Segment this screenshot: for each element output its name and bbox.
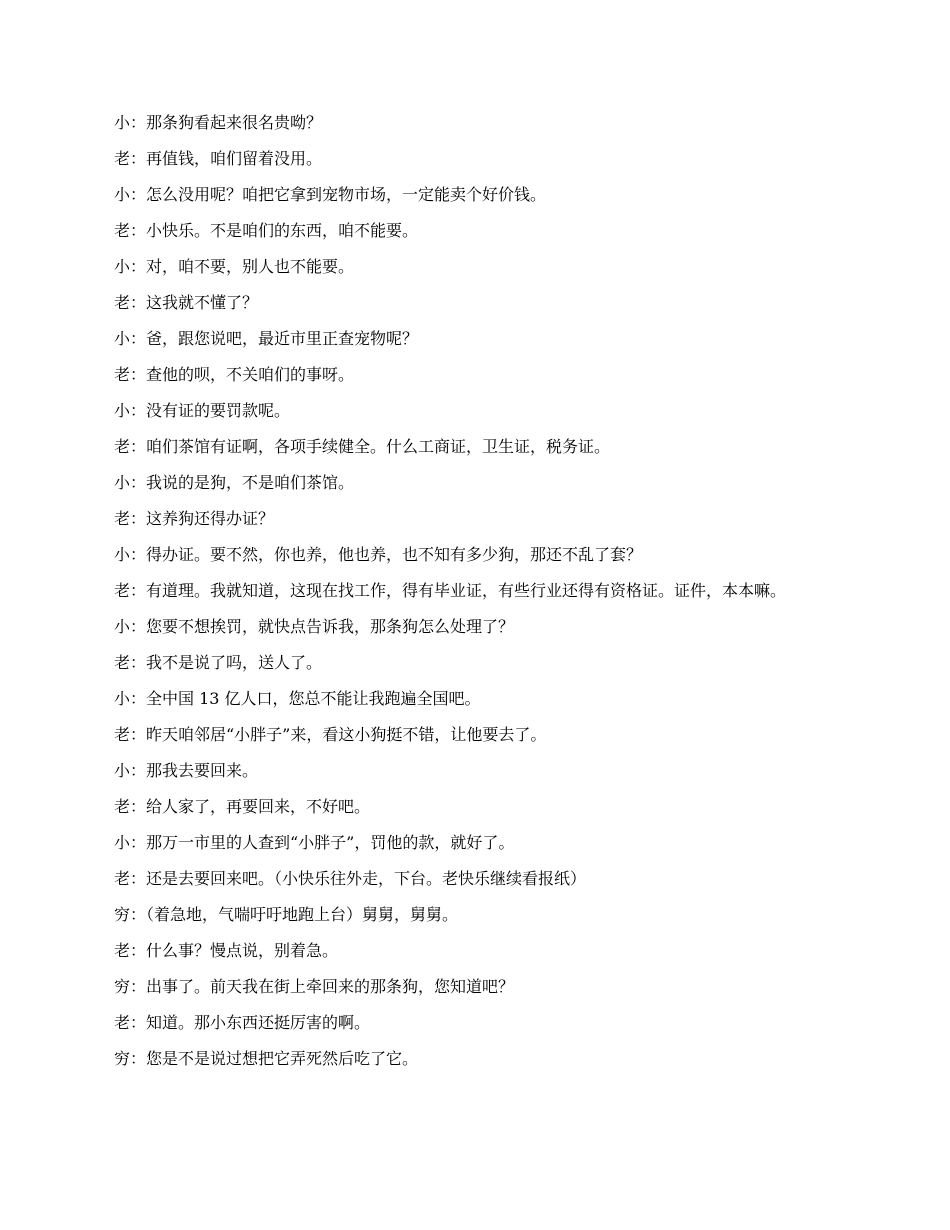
dialogue-line: 小：怎么没用呢？咱把它拿到宠物市场，一定能卖个好价钱。 (114, 185, 547, 204)
dialogue-line: 小：对，咱不要，别人也不能要。 (114, 257, 355, 276)
dialogue-line: 老：昨天咱邻居“小胖子”来，看这小狗挺不错，让他要去了。 (114, 725, 547, 744)
dialogue-line: 老：什么事？慢点说，别着急。 (114, 941, 339, 960)
dialogue-line: 小：全中国 13 亿人口，您总不能让我跑遍全国吧。 (114, 689, 481, 708)
dialogue-line: 小：我说的是狗，不是咱们茶馆。 (114, 473, 355, 492)
dialogue-text-block (114, 114, 844, 1086)
dialogue-line: 老：这我就不懂了？ (114, 293, 259, 312)
dialogue-line: 小：得办证。要不然，你也养，他也养，也不知有多少狗，那还不乱了套？ (114, 545, 643, 564)
dialogue-line: 穷：出事了。前天我在街上牵回来的那条狗，您知道吧？ (114, 977, 515, 996)
dialogue-line: 小：那条狗看起来很名贵呦？ (114, 113, 323, 132)
dialogue-line: 老：咱们茶馆有证啊，各项手续健全。什么工商证，卫生证，税务证。 (114, 437, 611, 456)
dialogue-line: 小：爸，跟您说吧，最近市里正查宠物呢？ (114, 329, 419, 348)
dialogue-line: 老：还是去要回来吧。（小快乐往外走，下台。老快乐继续看报纸） (114, 869, 587, 888)
dialogue-line: 老：小快乐。不是咱们的东西，咱不能要。 (114, 221, 419, 240)
dialogue-line: 老：有道理。我就知道，这现在找工作，得有毕业证，有些行业还得有资格证。证件，本本嘛。 (114, 581, 787, 600)
dialogue-line: 老：再值钱，咱们留着没用。 (114, 149, 323, 168)
dialogue-line: 老：知道。那小东西还挺厉害的啊。 (114, 1013, 371, 1032)
dialogue-line: 老：查他的呗，不关咱们的事呀。 (114, 365, 355, 384)
dialogue-line: 老：这养狗还得办证？ (114, 509, 275, 528)
dialogue-line: 小：没有证的要罚款呢。 (114, 401, 291, 420)
dialogue-line: 穷：（着急地，气喘吁吁地跑上台）舅舅，舅舅。 (114, 905, 459, 924)
dialogue-line: 穷：您是不是说过想把它弄死然后吃了它。 (114, 1049, 419, 1068)
dialogue-line: 小：您要不想挨罚，就快点告诉我，那条狗怎么处理了？ (114, 617, 515, 636)
dialogue-line: 小：那万一市里的人查到“小胖子”，罚他的款，就好了。 (114, 833, 515, 852)
dialogue-line: 老：给人家了，再要回来，不好吧。 (114, 797, 371, 816)
dialogue-line: 小：那我去要回来。 (114, 761, 259, 780)
dialogue-line: 老：我不是说了吗，送人了。 (114, 653, 323, 672)
